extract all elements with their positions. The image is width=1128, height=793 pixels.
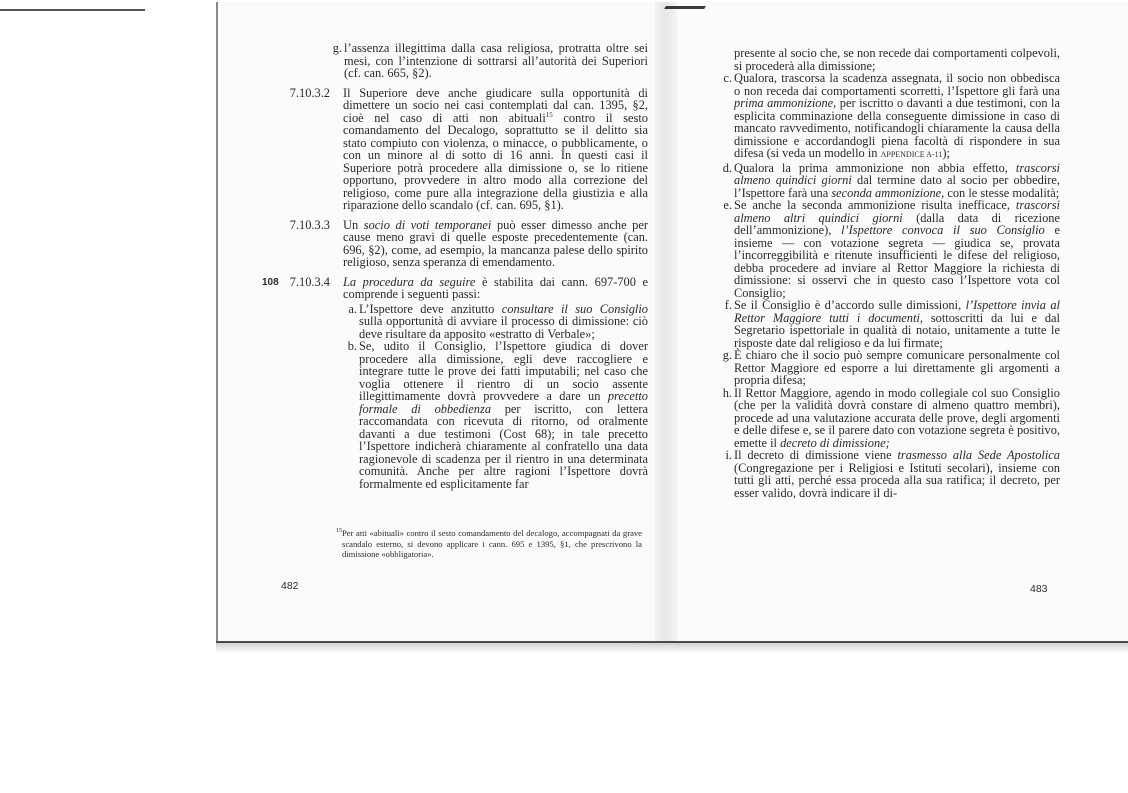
section-number: 7.10.3.4	[289, 274, 330, 289]
item-text: l’assenza illegittima dalla casa religiosa, protratta oltre sei mesi, con l’intenzione di sottrarsi all’autorità dei Superiori (cf. can. 665, §2).	[344, 41, 648, 80]
section-7-10-3-3	[268, 219, 648, 269]
item-text: L’Ispettore deve anzitutto consultare il suo Consiglio sulla opportunità di avviare il processo di dimissione: ciò deve risultare da apposito «estratto di Verbale»;	[359, 301, 648, 341]
section-number: 7.10.3.2	[289, 85, 330, 100]
page-edge	[216, 2, 218, 647]
footnote-ref: 15	[545, 110, 553, 119]
item-label: c.	[723, 71, 732, 85]
procedure-list	[343, 303, 648, 491]
item-text: Il Rettor Maggiore, agendo in modo collegiale col suo Consiglio (che per la validità dovrà constare di almeno quattro membri), procede ad una valutazione accurata delle prove, degli argomenti e delle difese e, se il parere dato con votazione segreta è positivo, emette il decreto di dimissione;	[734, 385, 1060, 450]
item-text: È chiaro che il socio può sempre comunicare personalmente col Rettor Maggiore ed esporre a lui direttamente gli argomenti a propria difesa;	[734, 348, 1060, 387]
list-item	[718, 387, 1060, 450]
book-spine	[655, 2, 677, 647]
section-text: La procedura da seguire è stabilita dai cann. 697-700 e comprende i seguenti passi:	[343, 274, 648, 301]
list-item	[718, 449, 1060, 499]
margin-number: 108	[262, 276, 279, 288]
item-text: Qualora, trascorsa la scadenza assegnata, il socio non obbedisca o non receda dai comportamenti scorretti, l’Ispettore gli farà una prima ammonizione, per iscritto o davanti a due testimoni, con la esplicita comminazione della conseguente dimissione in caso di mancato ravvedimento, notificandogli chiaramente la causa della dimissione e accordandogli piena facoltà di rispondere in sua difesa (si veda un modello in APPENDICE A-11);	[734, 71, 1061, 160]
page-number-left: 482	[281, 580, 299, 592]
list-item	[718, 162, 1060, 200]
item-label: i.	[725, 448, 732, 462]
list-item	[343, 340, 648, 490]
item-text: Se il Consiglio è d’accordo sulle dimissioni, l’Ispettore invia al Rettor Maggiore tutti i documenti, sottoscritti da lui e dal Segretario ispettoriale in qualità di notaio, unitamente a tutte le risposte date dal religioso e da lui firmate;	[734, 298, 1061, 350]
procedure-list-cont	[718, 72, 1060, 499]
item-text: Il decreto di dimissione viene trasmesso alla Sede Apostolica (Congregazione per i Religiosi e Istituti secolari), insieme con tutti gli atti, perché essa proceda alla sua ratifica; il decreto, per esser valido, dovrà indicare il di-	[734, 448, 1060, 500]
item-label: b.	[347, 339, 357, 353]
list-item	[718, 199, 1060, 299]
list-item	[718, 299, 1060, 349]
footnote-mark: 15	[336, 528, 342, 534]
item-text: Se, udito il Consiglio, l’Ispettore giudica di dover procedere alla dimissione, egli deve raccogliere e integrare tutte le prove dei fatti imputabili; nel caso che voglia ottenere il rientro di un socio assente illegittimamente dovrà provvedere a dare un precetto formale di obbedienza per iscritto, con lettera raccomandata con ricevuta di ritorno, od oralmente davanti a due testimoni (Cost 68); in tale precetto l’Ispettore indicherà chiaramente al confratello una data ragionevole di scadenza per il rientro in una determinata comunità. Anche per altre ragioni l’Ispettore dovrà formalmente ed esplicitamente far	[359, 339, 648, 491]
section-number: 7.10.3.3	[289, 217, 330, 232]
footnote	[336, 528, 642, 560]
page-bottom-shadow	[216, 643, 1128, 653]
right-page	[722, 46, 1061, 500]
item-label: g.	[332, 41, 342, 55]
page-number-right: 483	[1030, 583, 1048, 595]
item-label: g.	[722, 348, 732, 362]
item-label: a.	[348, 301, 357, 316]
section-text: Un socio di voti temporanei può esser dimesso anche per cause meno gravi di quelle esposte precedentemente (can. 696, §2), come, ad esempio, la mancanza palese dello spirito religioso, senza speranza di emendamento.	[343, 217, 648, 269]
list-item	[718, 72, 1060, 162]
item-label: d.	[722, 160, 732, 175]
continuation-text: presente al socio che, se non recede dai comportamenti colpevoli, si procederà alla dimissione;	[734, 46, 1060, 73]
footnote-text: Per atti «abituali» contro il sesto comandamento del decalogo, accompagnati da grave scandalo esterno, si devono applicare i cann. 695 e 1395, §1, che prescrivono la dimissione «obbligatoria».	[342, 528, 642, 559]
list-item	[328, 42, 648, 80]
scan-artifact-line	[0, 9, 145, 11]
section-7-10-3-4	[262, 274, 648, 301]
item-label: f.	[724, 298, 732, 312]
list-item	[343, 303, 648, 341]
list-item	[718, 349, 1060, 387]
item-label: e.	[723, 198, 732, 212]
section-text: Il Superiore deve anche giudicare sulla opportunità di dimettere un socio nei casi contemplati dal can. 1395, §2, cioè nel caso di atti non abituali$^{15}$ contro il sesto comandamento del Decalogo, soprattutto se il delitto sia stato compiuto con violenza, o minacce, o pubblicamente, o con un minore al di sotto di 16 anni. In questi casi il Superiore potrà procedere alla dimissione o, se lo ritiene opportuno, provvedere in altro modo alla correzione del religioso, come pure alla integrazione della giustizia e alla riparazione dello scandalo (cf. can. 695, §1).	[343, 85, 648, 212]
item-text: Se anche la seconda ammonizione risulta inefficace, trascorsi almeno altri quindici giorni (dalla data di ricezione dell’ammonizione), l’Ispettore convoca il suo Consiglio e insieme — con votazione segreta — giudica se, provata l’incorreggibilità e ritenute insufficienti le difese del religioso, debba procedere ad inviare al Rettor Maggiore la richiesta di dimissione: si osservi che in questo caso l’Ispettore vota col Consiglio;	[734, 198, 1060, 300]
section-7-10-3-2	[268, 87, 648, 212]
item-text: Qualora la prima ammonizione non abbia effetto, trascorsi almeno quindici giorni dal termine dato al socio per obbedire, l’Ispettore farà una seconda ammonizione, con le stesse modalità;	[734, 160, 1060, 200]
left-page	[262, 41, 648, 491]
spine-mark	[664, 6, 706, 9]
item-label: h.	[722, 385, 732, 400]
